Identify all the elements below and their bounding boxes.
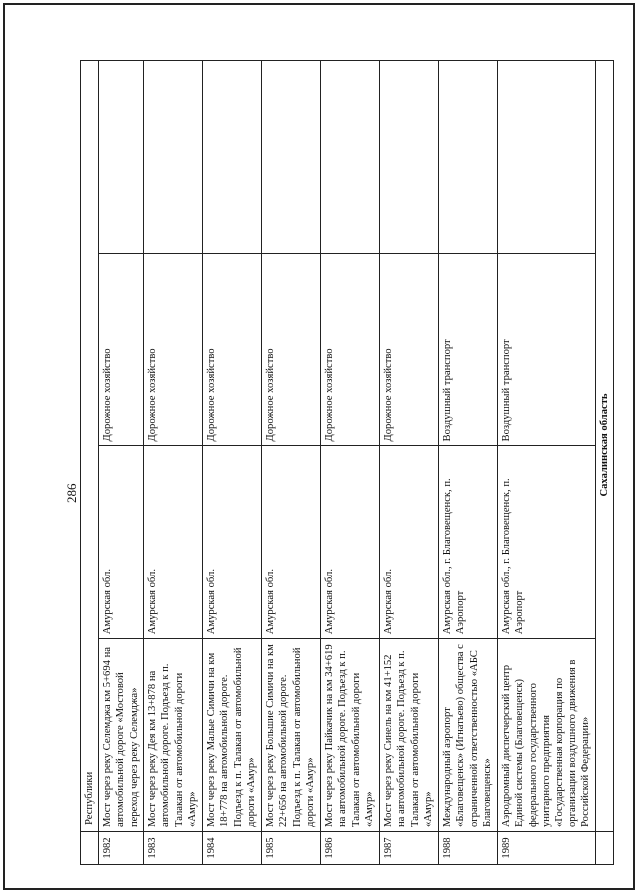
table-row bbox=[380, 61, 439, 865]
row-number: 1986 bbox=[321, 832, 380, 865]
table-row bbox=[203, 61, 262, 865]
row-number: 1987 bbox=[380, 832, 439, 865]
section-row-republic bbox=[81, 61, 99, 865]
object-category: Дорожное хозяйство bbox=[262, 253, 321, 446]
object-category: Дорожное хозяйство bbox=[144, 253, 203, 446]
empty-cell bbox=[99, 61, 144, 254]
object-category: Дорожное хозяйство bbox=[321, 253, 380, 446]
empty-cell bbox=[203, 61, 262, 254]
object-category: Воздушный транспорт bbox=[498, 253, 595, 446]
empty-cell bbox=[498, 61, 595, 254]
object-category: Воздушный транспорт bbox=[439, 253, 498, 446]
table-row bbox=[321, 61, 380, 865]
empty-cell bbox=[144, 61, 203, 254]
empty-cell bbox=[439, 61, 498, 254]
row-number: 1984 bbox=[203, 832, 262, 865]
object-category: Дорожное хозяйство bbox=[380, 253, 439, 446]
registry-table bbox=[80, 60, 614, 865]
object-category: Дорожное хозяйство bbox=[203, 253, 262, 446]
table-row bbox=[144, 61, 203, 865]
object-category: Дорожное хозяйство bbox=[99, 253, 144, 446]
empty-cell bbox=[321, 61, 380, 254]
object-name: Аэродромный диспетчерский центр Единой системы (Благовещенск) федерального государственного унитарного предприятия «Государственная корпорация по организации воздушного движения в Российской Федерации» bbox=[498, 639, 595, 832]
object-name: Международный аэропорт «Благовещенск» (Игнатьево) общества с ограниченной ответственностью «АБС Благовещенск» bbox=[439, 639, 498, 832]
object-name: Мост через реку Малые Симичи на км 18+778 на автомобильной дороге. Подъезд к п. Талакан от автомобильной дороги «Амур» bbox=[203, 639, 262, 832]
empty-cell bbox=[262, 61, 321, 254]
object-location: Амурская обл. bbox=[203, 446, 262, 639]
object-location: Амурская обл. bbox=[144, 446, 203, 639]
section-row-sakhalin bbox=[595, 61, 613, 865]
num-cell-empty bbox=[81, 832, 99, 865]
row-number: 1988 bbox=[439, 832, 498, 865]
row-number: 1982 bbox=[99, 832, 144, 865]
object-location: Амурская обл. bbox=[99, 446, 144, 639]
table-row bbox=[498, 61, 595, 865]
row-number: 1989 bbox=[498, 832, 595, 865]
section-label-sakhalin: Сахалинская область bbox=[595, 61, 613, 832]
empty-cell bbox=[380, 61, 439, 254]
object-name: Мост через реку Пайкачик на км 34+619 на автомобильной дороге. Подъезд к п. Талакан от автомобильной дороги «Амур» bbox=[321, 639, 380, 832]
table-row bbox=[262, 61, 321, 865]
object-name: Мост через реку Синель на км 41+152 на автомобильной дороге. Подъезд к п. Талакан от автомобильной дороги «Амур» bbox=[380, 639, 439, 832]
object-name: Мост через реку Селемджа км 5+694 на автомобильной дороге «Мостовой переход через реку Селемджа» bbox=[99, 639, 144, 832]
row-number: 1983 bbox=[144, 832, 203, 865]
object-location: Амурская обл. bbox=[380, 446, 439, 639]
object-location: Амурская обл. bbox=[321, 446, 380, 639]
rotated-page-content bbox=[64, 60, 610, 865]
row-number: 1985 bbox=[262, 832, 321, 865]
object-location: Амурская обл. bbox=[262, 446, 321, 639]
object-location: Амурская обл., г. Благовещенск, п. Аэропорт bbox=[439, 446, 498, 639]
num-cell-empty bbox=[595, 832, 613, 865]
object-name: Мост через реку Большие Симичи на км 22+656 на автомобильной дороге. Подъезд к п. Талакан от автомобильной дороги «Амур» bbox=[262, 639, 321, 832]
table-row bbox=[99, 61, 144, 865]
table-row bbox=[439, 61, 498, 865]
page-number: 286 bbox=[64, 483, 79, 503]
object-location: Амурская обл., г. Благовещенск, п. Аэропорт bbox=[498, 446, 595, 639]
section-label-republic: Республики bbox=[81, 61, 99, 832]
object-name: Мост через реку Дея км 13+878 на автомобильной дороге. Подъезд к п. Талакан от автомобильной дороги «Амур» bbox=[144, 639, 203, 832]
